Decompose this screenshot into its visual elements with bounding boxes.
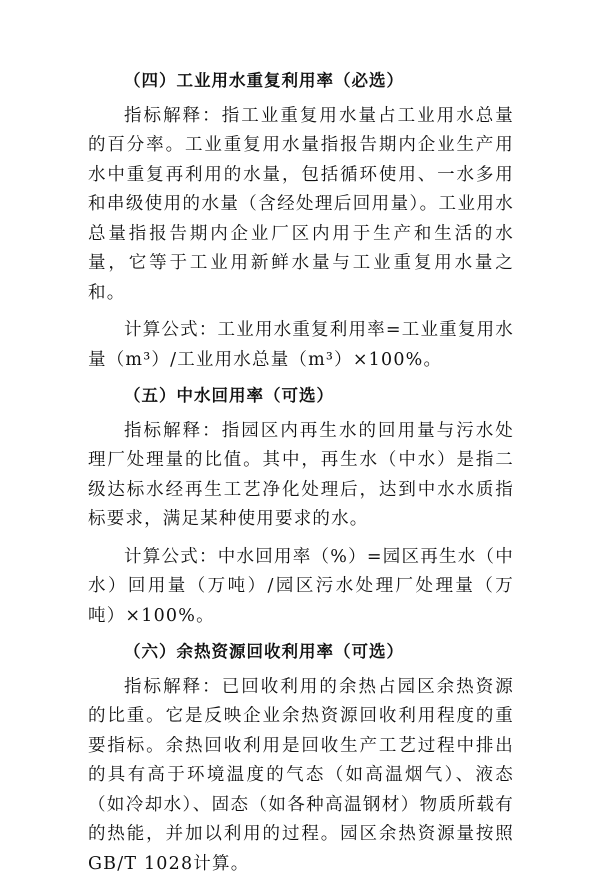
- formula-paragraph: 计算公式：中水回用率（%）=园区再生水（中水）回用量（万吨）/园区污水处理厂处理量（万吨）×100%。: [88, 543, 514, 632]
- definition-paragraph: 指标解释：指园区内再生水的回用量与污水处理厂处理量的比值。其中，再生水（中水）是指二级达标水经再生工艺净化处理后，达到中水水质指标要求，满足某种使用要求的水。: [88, 417, 514, 535]
- section-heading: （四）工业用水重复利用率（必选）: [124, 66, 514, 96]
- definition-paragraph: 指标解释：指工业重复用水量占工业用水总量的百分率。工业重复用水量指报告期内企业生产用水中重复再利用的水量，包括循环使用、一水多用和串级使用的水量（含经处理后回用量）。工业用水总量指报告期内企业厂区内用于生产和生活的水量，它等于工业用新鲜水量与工业重复用水量之和。: [88, 102, 514, 309]
- section-water-reuse: [88, 66, 514, 375]
- section-heading: （五）中水回用率（可选）: [124, 381, 514, 411]
- formula-paragraph: 计算公式：工业用水重复利用率=工业重复用水量（m³）/工业用水总量（m³）×100%。: [88, 316, 514, 375]
- document-page: [88, 66, 514, 879]
- section-waste-heat: [88, 637, 514, 879]
- section-reclaimed-water: [88, 381, 514, 631]
- section-heading: （六）余热资源回收利用率（可选）: [124, 637, 514, 667]
- definition-paragraph: 指标解释：已回收利用的余热占园区余热资源的比重。它是反映企业余热资源回收利用程度的重要指标。余热回收利用是回收生产工艺过程中排出的具有高于环境温度的气态（如高温烟气）、液态（如冷却水）、固态（如各种高温钢材）物质所载有的热能，并加以利用的过程。园区余热资源量按照GB/T 1028计算。: [88, 673, 514, 879]
